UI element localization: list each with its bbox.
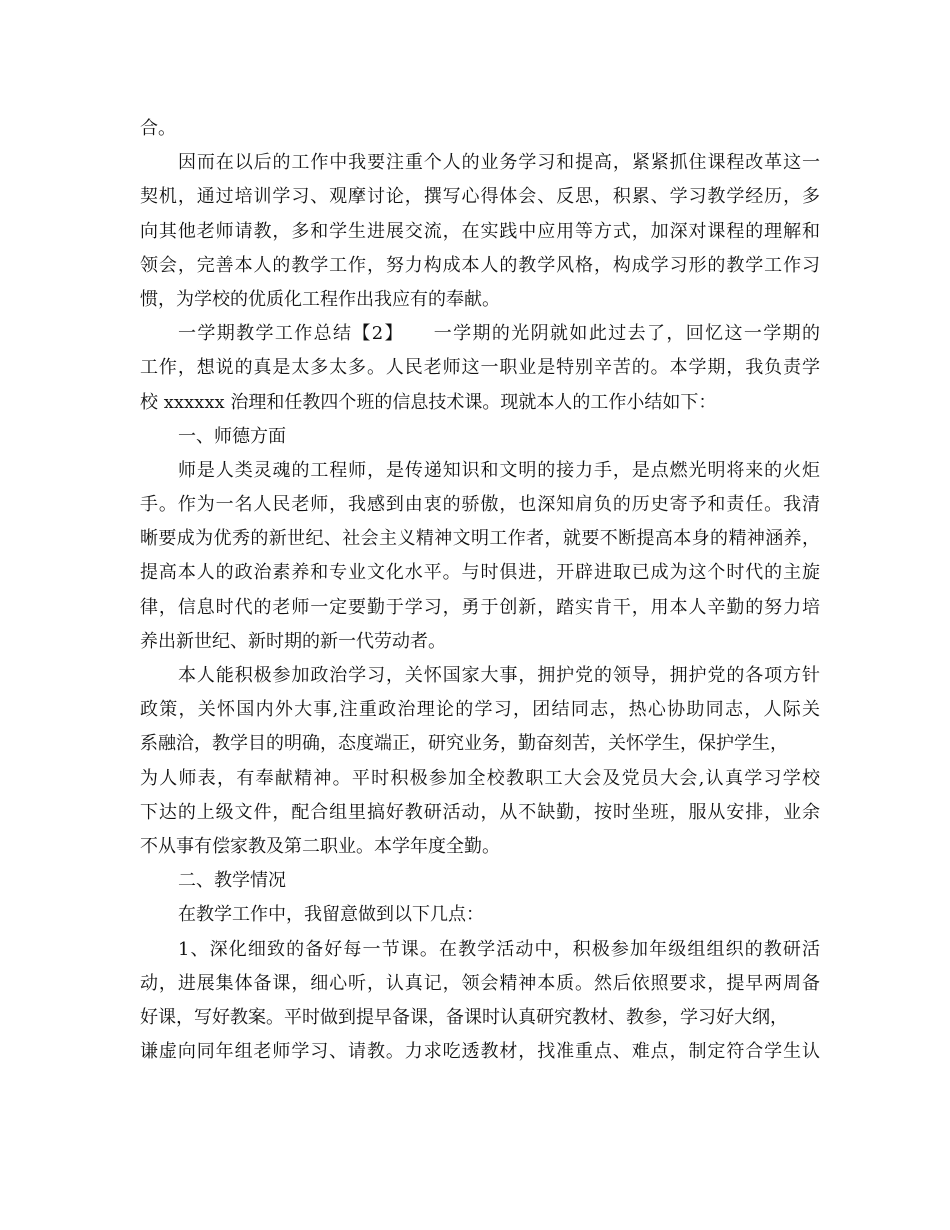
text-line: 校 xxxxxx 治理和任教四个班的信息技术课。现就本人的工作小结如下： — [140, 391, 717, 413]
text-line: 工作，想说的真是太多太多。人民老师这一职业是特别辛苦的。本学期，我负责学 — [140, 357, 820, 379]
text-line: 政策，关怀国内外大事,注重政治理论的学习，团结同志，热心协助同志，人际关 — [140, 699, 820, 721]
text-line: 一学期教学工作总结【2】 一学期的光阴就如此过去了，回忆这一学期的 — [178, 323, 820, 345]
text-line: 动，进展集体备课，细心听，认真记，领会精神本质。然后依照要求，提早两周备 — [140, 972, 820, 994]
text-line: 本人能积极参加政治学习，关怀国家大事，拥护党的领导，拥护党的各项方针 — [178, 665, 820, 686]
text-line: 师是人类灵魂的工程师，是传递知识和文明的接力手，是点燃光明将来的火炬 — [178, 459, 820, 481]
text-line: 1、深化细致的备好每一节课。在教学活动中，积极参加年级组组织的教研活 — [178, 938, 820, 960]
text-line: 下达的上级文件，配合组里搞好教研活动，从不缺勤，按时坐班，服从安排，业余 — [140, 801, 820, 823]
text-line: 在教学工作中，我留意做到以下几点： — [178, 904, 484, 926]
document-body — [140, 112, 820, 1069]
text-line: 一、师德方面 — [178, 425, 286, 447]
text-line: 向其他老师请教，多和学生进展交流，在实践中应用等方式，加深对课程的理解和 — [140, 220, 820, 242]
text-line: 不从事有偿家教及第二职业。本学年度全勤。 — [140, 835, 500, 857]
text-line: 合。 — [140, 118, 176, 139]
text-line: 契机，通过培训学习、观摩讨论，撰写心得体会、反思，积累、学习教学经历，多 — [140, 186, 820, 208]
text-line: 二、教学情况 — [178, 870, 286, 892]
text-line: 系融洽，教学目的明确，态度端正，研究业务，勤奋刻苦，关怀学生，保护学生， — [140, 733, 788, 755]
text-line: 手。作为一名人民老师，我感到由衷的骄傲，也深知肩负的历史寄予和责任。我清 — [140, 494, 820, 516]
text-line: 为人师表，有奉献精神。平时积极参加全校教职工大会及党员大会,认真学习学校 — [140, 767, 820, 789]
text-line: 晰要成为优秀的新世纪、社会主义精神文明工作者，就要不断提高本身的精神涵养， — [140, 528, 820, 550]
text-line: 养出新世纪、新时期的新一代劳动者。 — [140, 630, 446, 652]
text-line: 好课，写好教案。平时做到提早备课，备课时认真研究教材、教参，学习好大纲， — [140, 1006, 788, 1028]
text-line: 因而在以后的工作中我要注重个人的业务学习和提高，紧紧抓住课程改革这一 — [178, 152, 820, 174]
text-line: 律，信息时代的老师一定要勤于学习，勇于创新，踏实肯干，用本人辛勤的努力培 — [140, 596, 820, 618]
text-line: 惯，为学校的优质化工程作出我应有的奉献。 — [140, 288, 500, 310]
text-line: 提高本人的政治素养和专业文化水平。与时俱进，开辟进取已成为这个时代的主旋 — [140, 562, 820, 584]
text-line: 领会，完善本人的教学工作，努力构成本人的教学风格，构成学习形的教学工作习 — [140, 254, 820, 276]
text-line: 谦虚向同年组老师学习、请教。力求吃透教材，找准重点、难点，制定符合学生认 — [140, 1041, 820, 1063]
